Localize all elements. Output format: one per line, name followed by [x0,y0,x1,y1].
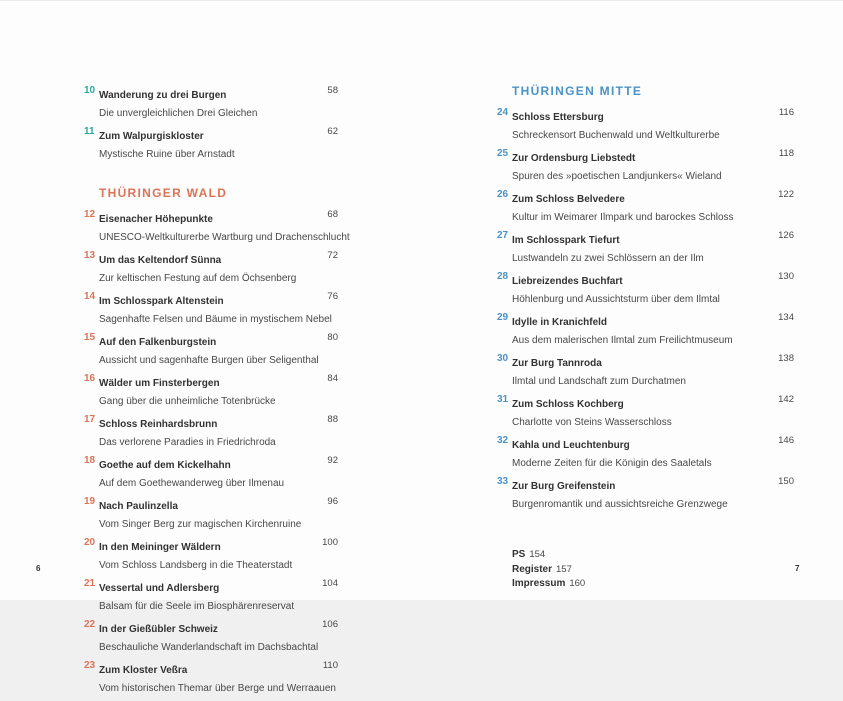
entry-number: 26 [497,189,509,200]
entry-page-number: 110 [322,660,338,671]
toc-entry [84,455,338,491]
entry-text [512,435,766,471]
entry-subtitle: Balsam für die Seele im Biosphärenreservat [99,601,295,612]
entry-number: 14 [84,291,96,302]
entry-page-number: 88 [327,414,338,425]
entry-number: 27 [497,230,509,241]
entry-text [99,373,310,409]
entry-page-number: 84 [327,373,338,384]
entry-subtitle: Beschauliche Wanderlandschaft im Dachsbachtal [99,642,319,653]
back-matter-page-number: 157 [556,563,572,575]
toc-entry [497,353,794,389]
toc-entry [84,85,338,121]
entry-text [512,230,766,266]
entry-title: Kahla und Leuchtenburg [512,440,630,451]
entry-page-number: 62 [327,126,338,137]
toc-entry [84,660,338,696]
toc-entry [497,271,794,307]
section-heading-thueringen-mitte: THÜRINGEN MITTE [512,84,643,98]
entry-subtitle: Vom Schloss Landsberg in die Theaterstadt [99,560,293,571]
entry-text [512,353,766,389]
back-matter-label: PS [512,549,526,560]
entry-title: Zur Ordensburg Liebstedt [512,153,636,164]
entry-number: 13 [84,250,96,261]
toc-entry [497,435,794,471]
page-number-right: 7 [795,564,800,573]
entry-title: Zur Burg Tannroda [512,358,602,369]
entry-number: 16 [84,373,96,384]
entry-number: 30 [497,353,509,364]
entry-text [99,414,310,450]
entry-number: 24 [497,107,509,118]
entry-title: Wälder um Finsterbergen [99,378,220,389]
entry-number: 25 [497,148,509,159]
entry-page-number: 58 [327,85,338,96]
entry-subtitle: Zur keltischen Festung auf dem Öchsenberg [99,273,297,284]
entry-subtitle: Das verlorene Paradies in Friedrichroda [99,437,276,448]
entry-number: 15 [84,332,96,343]
entry-page-number: 150 [778,476,794,487]
entry-subtitle: Die unvergleichlichen Drei Gleichen [99,108,258,119]
toc-entry [84,619,338,655]
entry-title: Zur Burg Greifenstein [512,481,616,492]
entry-subtitle: Sagenhafte Felsen und Bäume in mystischem Nebel [99,314,332,325]
entry-title: Im Schlosspark Tiefurt [512,235,620,246]
entry-subtitle: Vom Singer Berg zur magischen Kirchenruine [99,519,302,530]
entry-title: Goethe auf dem Kickelhahn [99,460,231,471]
entry-number: 11 [84,126,95,137]
back-matter-row [512,563,794,578]
entry-number: 33 [497,476,509,487]
entry-number: 12 [84,209,96,220]
toc-entry [84,250,338,286]
entry-page-number: 72 [327,250,338,261]
toc-entry [84,537,338,573]
entry-title: Schloss Ettersburg [512,112,604,123]
entry-title: Wanderung zu drei Burgen [99,90,227,101]
entry-text [512,148,766,184]
entry-page-number: 76 [327,291,338,302]
entry-text [512,107,766,143]
back-matter-label: Register [512,563,553,575]
back-matter-list [512,548,794,592]
entry-title: Zum Walpurgiskloster [99,131,204,142]
entry-number: 23 [84,660,96,671]
entry-subtitle: UNESCO-Weltkulturerbe Wartburg und Drachenschlucht [99,232,350,243]
entry-subtitle: Aus dem malerischen Ilmtal zum Freilichtmuseum [512,335,733,346]
entry-page-number: 68 [327,209,338,220]
entry-number: 21 [84,578,96,589]
toc-entry [84,496,338,532]
toc-entry [497,107,794,143]
entry-text [512,394,766,430]
entry-number: 22 [84,619,96,630]
entry-page-number: 92 [327,455,338,466]
back-matter-page-number: 160 [569,578,586,589]
entry-text [99,455,310,491]
entry-number: 28 [497,271,509,282]
entry-page-number: 142 [778,394,794,405]
entry-title: Nach Paulinzella [99,501,178,512]
toc-column-right [497,84,794,592]
toc-entry [84,373,338,409]
entry-subtitle: Mystische Ruine über Arnstadt [99,149,235,160]
entry-title: Zum Schloss Kochberg [512,399,624,410]
toc-intro-entries [84,85,338,162]
entry-page-number: 80 [327,332,338,343]
entry-page-number: 96 [327,496,338,507]
entry-page-number: 134 [778,312,794,323]
entry-number: 17 [84,414,96,425]
entry-page-number: 100 [322,537,338,548]
section-heading-thueringer-wald: THÜRINGER WALD [99,186,228,200]
entry-number: 31 [497,394,509,405]
entry-title: Im Schlosspark Altenstein [99,296,224,307]
entry-title: In den Meininger Wäldern [99,542,221,553]
entry-subtitle: Schreckensort Buchenwald und Weltkulturerbe [512,130,720,141]
entry-text [99,537,310,573]
entry-page-number: 130 [778,271,794,282]
back-matter-label: Impressum [512,578,566,589]
entry-page-number: 106 [322,619,338,630]
toc-entry [497,312,794,348]
toc-entry [497,189,794,225]
toc-entry [497,148,794,184]
entry-title: Um das Keltendorf Sünna [99,255,222,266]
entry-page-number: 118 [778,148,794,159]
entry-page-number: 116 [778,107,794,118]
entry-title: Liebreizendes Buchfart [512,276,623,287]
entry-subtitle: Spuren des »poetischen Landjunkers« Wieland [512,171,722,182]
entry-subtitle: Ilmtal und Landschaft zum Durchatmen [512,376,686,387]
toc-entry [84,414,338,450]
toc-entry [84,209,350,245]
back-matter-page-number: 154 [529,549,546,560]
page-number-left: 6 [36,564,41,573]
entry-subtitle: Kultur im Weimarer Ilmpark und barockes Schloss [512,212,734,223]
entry-title: Zum Schloss Belvedere [512,194,625,205]
entry-title: Schloss Reinhardsbrunn [99,419,218,430]
entry-page-number: 126 [778,230,794,241]
entry-text [99,578,310,614]
entry-title: Zum Kloster Veßra [99,665,188,676]
entry-subtitle: Burgenromantik und aussichtsreiche Grenzwege [512,499,728,510]
entry-number: 20 [84,537,96,548]
entry-number: 10 [84,85,96,96]
entry-title: Eisenacher Höhepunkte [99,214,213,225]
toc-entry [84,126,338,162]
entry-text [99,250,310,286]
entry-text [99,496,310,532]
entry-number: 18 [84,455,96,466]
entry-number: 19 [84,496,96,507]
entry-subtitle: Moderne Zeiten für die Königin des Saaletals [512,458,712,469]
toc-entry [497,230,794,266]
entry-text [99,619,319,655]
toc-entries-thueringen-mitte [497,107,794,512]
toc-entry [497,394,794,430]
entry-number: 32 [497,435,509,446]
entry-text [99,126,310,162]
entry-subtitle: Höhlenburg und Aussichtsturm über dem Ilmtal [512,294,720,305]
entry-title: Idylle in Kranichfeld [512,317,608,328]
entry-subtitle: Aussicht und sagenhafte Burgen über Seligenthal [99,355,319,366]
entry-text [512,312,766,348]
back-matter-row [512,577,794,592]
entry-text [99,332,319,368]
entry-title: Auf den Falkenburgstein [99,337,217,348]
toc-entries-thueringer-wald [84,209,350,696]
entry-text [99,291,332,327]
entry-text [99,85,310,121]
entry-title: In der Gießübler Schweiz [99,624,218,635]
entry-title: Vessertal und Adlersberg [99,583,220,594]
entry-subtitle: Auf dem Goethewanderweg über Ilmenau [99,478,285,489]
entry-subtitle: Lustwandeln zu zwei Schlössern an der Ilm [512,253,704,264]
toc-entry [84,291,338,327]
entry-page-number: 146 [778,435,794,446]
back-matter-row [512,548,794,563]
entry-number: 29 [497,312,509,323]
entry-text [512,189,766,225]
entry-subtitle: Charlotte von Steins Wasserschloss [512,417,672,428]
entry-subtitle: Vom historischen Themar über Berge und Werraauen [99,683,336,694]
toc-entry [84,332,338,368]
entry-subtitle: Gang über die unheimliche Totenbrücke [99,396,276,407]
entry-page-number: 104 [322,578,338,589]
toc-entry [497,476,794,512]
entry-page-number: 138 [778,353,794,364]
toc-column-left [84,85,350,701]
entry-page-number: 122 [778,189,794,200]
toc-entry [84,578,338,614]
entry-text [512,271,766,307]
entry-text [512,476,766,512]
